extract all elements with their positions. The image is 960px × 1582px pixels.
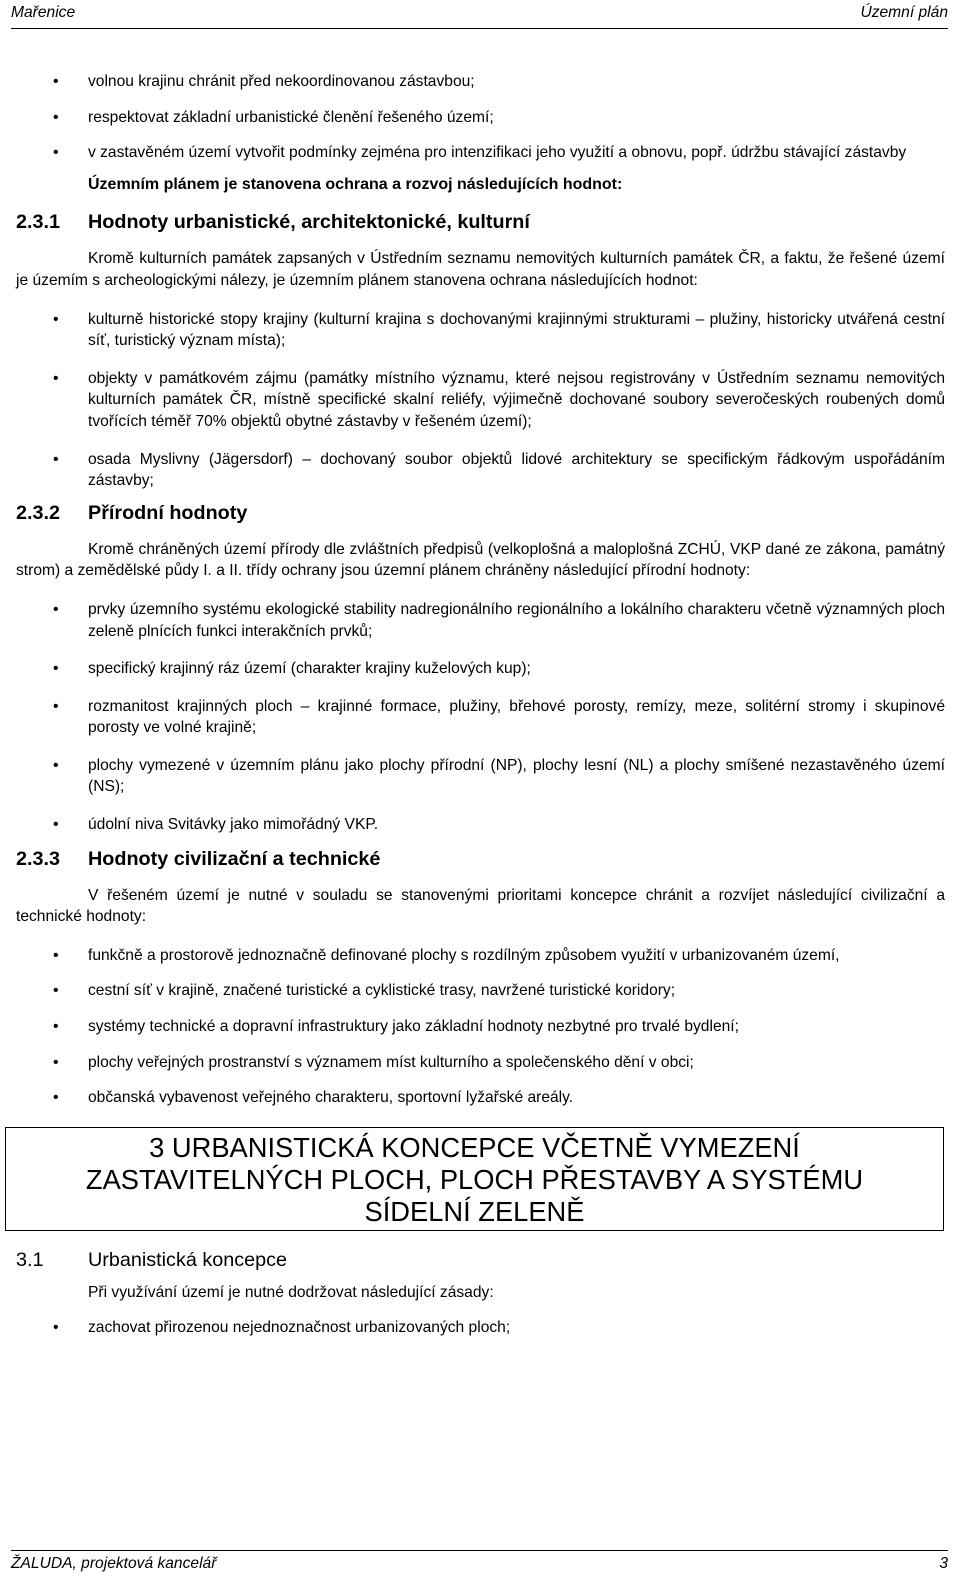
list-item: • specifický krajinný ráz území (charakter krajiny kuželových kup); — [16, 658, 945, 680]
list-item: • kulturně historické stopy krajiny (kulturní krajina s dochovanými krajinnými strukturami – plužiny, historicky utvářená cestní síť, turistický význam místa); — [16, 309, 945, 352]
chapter-title-line: 3 URBANISTICKÁ KONCEPCE VČETNĚ VYMEZENÍ — [149, 1131, 800, 1163]
natural-values-list — [16, 599, 945, 836]
section-heading-2-3-2 — [16, 500, 945, 526]
list-item: • osada Myslivny (Jägersdorf) – dochovaný soubor objektů lidové architektury se specifickým řádkovým uspořádáním zástavby; — [16, 449, 945, 492]
list-item: • občanská vybavenost veřejného charakteru, sportovní lyžařské areály. — [16, 1087, 945, 1109]
list-item: • systémy technické a dopravní infrastruktury jako základní hodnoty nezbytné pro trvalé bydlení; — [16, 1016, 945, 1038]
section-paragraph: V řešeném území je nutné v souladu se stanovenými prioritami koncepce chránit a rozvíjet následující civilizační a technické hodnoty: — [16, 886, 945, 926]
section-title: Urbanistická koncepce — [88, 1248, 288, 1271]
list-item: • rozmanitost krajinných ploch – krajinné formace, plužiny, břehové porosty, remízy, meze, solitérní stromy i skupinové porosty ve volné krajině; — [16, 696, 945, 739]
cultural-values-list — [16, 309, 945, 492]
civil-values-list — [16, 945, 945, 1109]
intro-bold-statement: Územním plánem je stanovena ochrana a rozvoj následujících hodnot: — [88, 175, 623, 193]
section-title: Hodnoty civilizační a technické — [88, 847, 381, 870]
section-number: 2.3.2 — [16, 501, 60, 524]
page-number: 3 — [939, 1555, 948, 1572]
list-item: • funkčně a prostorově jednoznačně definované plochy s rozdílným způsobem využití v urbanizovaném území, — [16, 945, 945, 967]
section-number: 2.3.1 — [16, 211, 60, 234]
list-item: • v zastavěném území vytvořit podmínky zejména pro intenzifikaci jeho využití a obnovu, popř. údržbu stávající zástavby — [16, 142, 945, 164]
section-heading-2-3-1 — [16, 209, 945, 235]
urban-principles-list — [16, 1317, 945, 1339]
page-header — [11, 0, 948, 29]
list-item: • volnou krajinu chránit před nekoordinovanou zástavbou; — [16, 71, 945, 93]
list-item: • údolní niva Svitávky jako mimořádný VKP. — [16, 814, 945, 836]
chapter-title-line: ZASTAVITELNÝCH PLOCH, PLOCH PŘESTAVBY A SYSTÉMU — [85, 1163, 864, 1195]
footer-author: ŽALUDA, projektová kancelář — [11, 1555, 217, 1572]
list-item: • zachovat přirozenou nejednoznačnost urbanizovaných ploch; — [16, 1317, 945, 1339]
section-lead: Při využívání území je nutné dodržovat následující zásady: — [88, 1283, 494, 1301]
document-body — [16, 71, 945, 1355]
section-number: 3.1 — [16, 1248, 44, 1271]
section-number: 2.3.3 — [16, 847, 60, 870]
list-item: • cestní síť v krajině, značené turistické a cyklistické trasy, navržené turistické koridory; — [16, 980, 945, 1002]
list-item: • respektovat základní urbanistické členění řešeného území; — [16, 107, 945, 129]
page-footer — [11, 1550, 948, 1575]
list-item: • prvky územního systému ekologické stability nadregionálního regionálního a lokálního charakteru včetně významných ploch zeleně plnících funkci interakčních prvků; — [16, 599, 945, 642]
header-document-title: Územní plán — [860, 4, 948, 21]
list-item: • plochy vymezené v územním plánu jako plochy přírodní (NP), plochy lesní (NL) a plochy smíšené nezastavěného území (NS); — [16, 755, 945, 798]
section-paragraph: Kromě kulturních památek zapsaných v Ústředním seznamu nemovitých kulturních památek ČR, a faktu, že řešené území je územím s archeologickými nálezy, je územním plánem stanovena ochrana následujících hodnot: — [16, 250, 945, 289]
section-title: Hodnoty urbanistické, architektonické, kulturní — [88, 211, 530, 234]
intro-list — [16, 71, 945, 164]
chapter-title-line: SÍDELNÍ ZELENĚ — [364, 1195, 585, 1227]
section-paragraph: Kromě chráněných území přírody dle zvláštních předpisů (velkoplošná a maloplošná ZCHÚ, VKP dané ze zákona, památný strom) a zemědělské půdy I. a II. třídy ochrany jsou územní plánem chráněny následující přírodní hodnoty: — [16, 540, 945, 580]
section-heading-3-1 — [16, 1247, 945, 1273]
list-item: • plochy veřejných prostranství s významem míst kulturního a společenského dění v obci; — [16, 1052, 945, 1074]
list-item: • objekty v památkovém zájmu (památky místního významu, které nejsou registrovány v Ústředním seznamu nemovitých kulturních památek ČR, místně specifické skalní reliéfy, výjimečně dochované soubory severočeských roubených domů tvořících téměř 70% objektů obytné zástavby v řešeném území); — [16, 368, 945, 433]
chapter-heading-box — [5, 1127, 944, 1231]
section-title: Přírodní hodnoty — [88, 501, 248, 524]
section-heading-2-3-3 — [16, 846, 945, 872]
header-municipality: Mařenice — [11, 4, 76, 21]
